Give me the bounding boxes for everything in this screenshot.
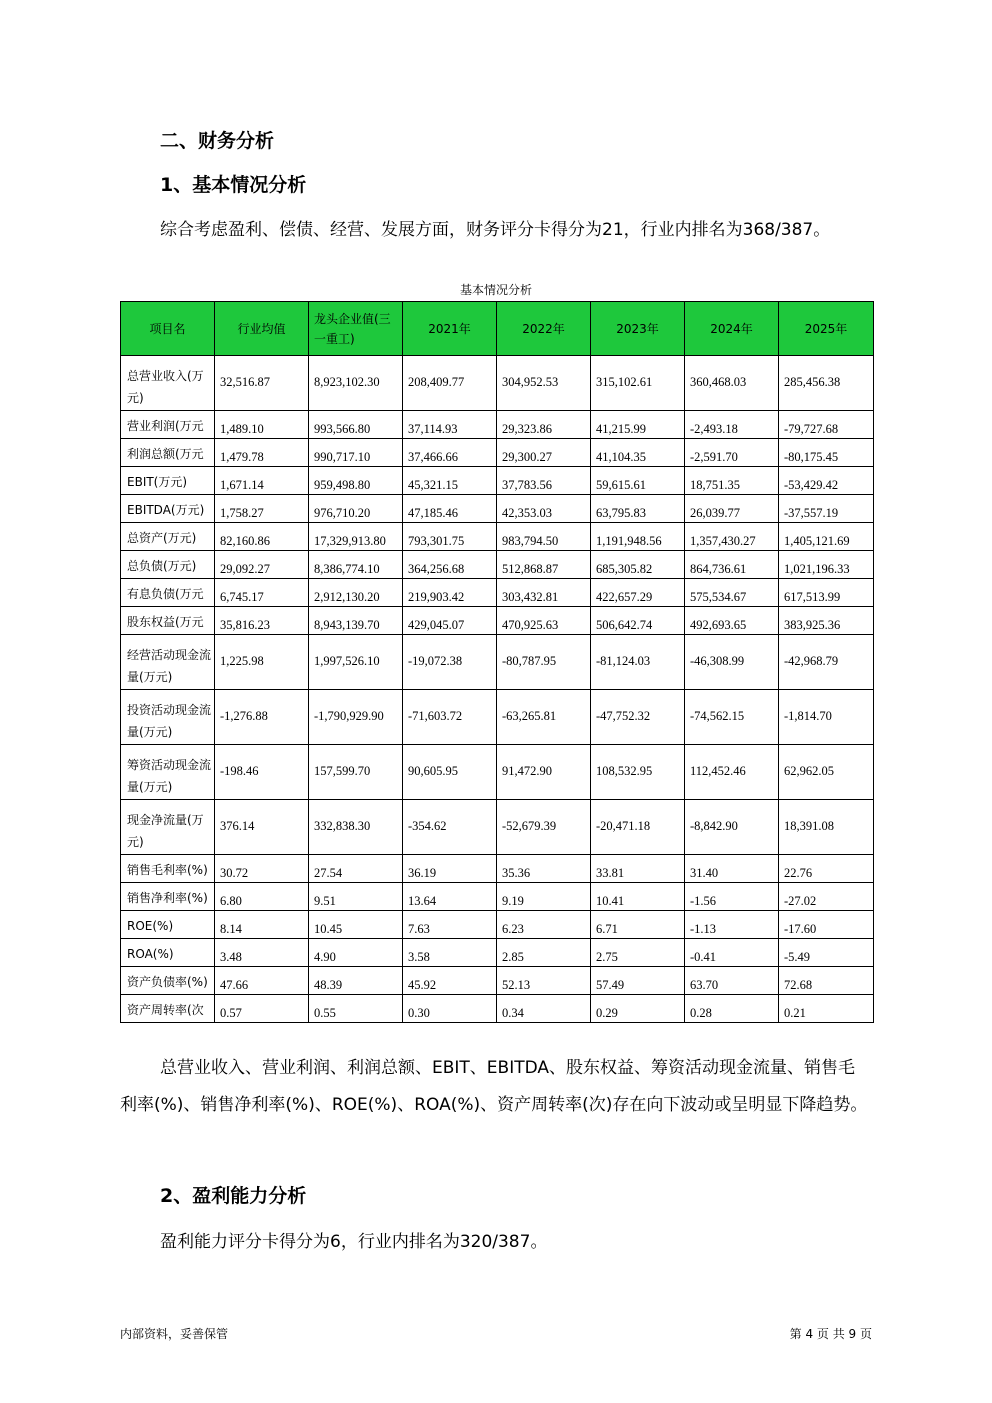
table-cell: 793,301.75: [403, 523, 497, 551]
table-cell: 364,256.68: [403, 551, 497, 579]
table-cell: 2.85: [497, 939, 591, 967]
table-cell: 8,923,102.30: [309, 356, 403, 411]
row-label: 股东权益(万元: [121, 607, 215, 635]
table-cell: 1,225.98: [215, 635, 309, 690]
table-cell: -80,175.45: [779, 439, 874, 467]
profitability-summary-text: 盈利能力评分卡得分为6，行业内排名为320/387。: [160, 1232, 548, 1252]
table-cell: 59,615.61: [591, 467, 685, 495]
table-cell: 990,717.10: [309, 439, 403, 467]
table-cell: 37,114.93: [403, 411, 497, 439]
table-cell: -37,557.19: [779, 495, 874, 523]
table-row: [121, 551, 874, 579]
table-cell: -79,727.68: [779, 411, 874, 439]
table-row: [121, 635, 874, 690]
table-cell: 29,323.86: [497, 411, 591, 439]
table-cell: 31.40: [685, 855, 779, 883]
table-cell: -19,072.38: [403, 635, 497, 690]
table-cell: 1,479.78: [215, 439, 309, 467]
column-header: 行业均值: [215, 302, 309, 356]
table-cell: 32,516.87: [215, 356, 309, 411]
table-cell: 422,657.29: [591, 579, 685, 607]
table-cell: -81,124.03: [591, 635, 685, 690]
section-title: 二、财务分析: [160, 130, 275, 152]
table-cell: 157,599.70: [309, 745, 403, 800]
table-row: [121, 579, 874, 607]
table-cell: -1.56: [685, 883, 779, 911]
row-label: EBIT(万元): [121, 467, 215, 495]
table-cell: 35,816.23: [215, 607, 309, 635]
table-row: [121, 411, 874, 439]
table-cell: 2.75: [591, 939, 685, 967]
table-cell: 6.71: [591, 911, 685, 939]
table-row: [121, 439, 874, 467]
column-header: 2023年: [591, 302, 685, 356]
table-cell: 1,357,430.27: [685, 523, 779, 551]
table-cell: 0.21: [779, 995, 874, 1023]
table-cell: 41,104.35: [591, 439, 685, 467]
column-header: 2021年: [403, 302, 497, 356]
table-cell: 10.45: [309, 911, 403, 939]
table-cell: 1,191,948.56: [591, 523, 685, 551]
table-cell: 41,215.99: [591, 411, 685, 439]
table-cell: -1,276.88: [215, 690, 309, 745]
subsection-title-basic: 1、基本情况分析: [160, 174, 307, 196]
column-header: 2025年: [779, 302, 874, 356]
table-body: [121, 356, 874, 1023]
table-cell: 9.51: [309, 883, 403, 911]
table-cell: -63,265.81: [497, 690, 591, 745]
row-label: 总资产(万元): [121, 523, 215, 551]
table-cell: 48.39: [309, 967, 403, 995]
row-label: 有息负债(万元: [121, 579, 215, 607]
table-cell: 37,466.66: [403, 439, 497, 467]
table-cell: 304,952.53: [497, 356, 591, 411]
table-row: [121, 495, 874, 523]
table-cell: 303,432.81: [497, 579, 591, 607]
table-row: [121, 855, 874, 883]
table-cell: 108,532.95: [591, 745, 685, 800]
table-cell: 29,300.27: [497, 439, 591, 467]
table-row: [121, 690, 874, 745]
row-label: EBITDA(万元): [121, 495, 215, 523]
table-cell: 575,534.67: [685, 579, 779, 607]
table-cell: 22.76: [779, 855, 874, 883]
table-cell: 6.23: [497, 911, 591, 939]
table-cell: 512,868.87: [497, 551, 591, 579]
table-cell: 429,045.07: [403, 607, 497, 635]
table-cell: 33.81: [591, 855, 685, 883]
table-cell: -74,562.15: [685, 690, 779, 745]
table-cell: 10.41: [591, 883, 685, 911]
table-cell: 470,925.63: [497, 607, 591, 635]
table-cell: 17,329,913.80: [309, 523, 403, 551]
table-cell: 90,605.95: [403, 745, 497, 800]
table-cell: 383,925.36: [779, 607, 874, 635]
footer-page-number: 第 4 页 共 9 页: [789, 1327, 872, 1341]
table-cell: -46,308.99: [685, 635, 779, 690]
column-header: 2024年: [685, 302, 779, 356]
table-cell: 617,513.99: [779, 579, 874, 607]
table-row: [121, 883, 874, 911]
table-cell: 45.92: [403, 967, 497, 995]
row-label: 资产周转率(次: [121, 995, 215, 1023]
table-cell: 285,456.38: [779, 356, 874, 411]
table-caption: 基本情况分析: [459, 283, 532, 297]
table-cell: 18,391.08: [779, 800, 874, 855]
row-label: ROE(%): [121, 911, 215, 939]
table-cell: 112,452.46: [685, 745, 779, 800]
table-header-row: [121, 302, 874, 356]
table-cell: 63,795.83: [591, 495, 685, 523]
table-cell: 376.14: [215, 800, 309, 855]
table-cell: 0.55: [309, 995, 403, 1023]
row-label: 总营业收入(万元): [121, 356, 215, 411]
table-cell: 9.19: [497, 883, 591, 911]
table-cell: -2,493.18: [685, 411, 779, 439]
table-cell: 1,671.14: [215, 467, 309, 495]
table-cell: 36.19: [403, 855, 497, 883]
table-row: [121, 995, 874, 1023]
table-cell: 27.54: [309, 855, 403, 883]
row-label: 经营活动现金流量(万元): [121, 635, 215, 690]
table-cell: 6.80: [215, 883, 309, 911]
table-cell: 208,409.77: [403, 356, 497, 411]
table-cell: 63.70: [685, 967, 779, 995]
table-cell: 57.49: [591, 967, 685, 995]
table-cell: 35.36: [497, 855, 591, 883]
table-cell: 332,838.30: [309, 800, 403, 855]
table-cell: -2,591.70: [685, 439, 779, 467]
table-cell: 1,489.10: [215, 411, 309, 439]
table-row: [121, 356, 874, 411]
row-label: 销售净利率(%): [121, 883, 215, 911]
table-row: [121, 745, 874, 800]
table-cell: -52,679.39: [497, 800, 591, 855]
table-cell: -53,429.42: [779, 467, 874, 495]
table-cell: 492,693.65: [685, 607, 779, 635]
trend-summary-text: 总营业收入、营业利润、利润总额、EBIT、EBITDA、股东权益、筹资活动现金流量、销售毛利率(%)、销售净利率(%)、ROE(%)、ROA(%)、资产周转率(次)存在向下波动或呈明显下降趋势。: [120, 1058, 868, 1115]
table-cell: 42,353.03: [497, 495, 591, 523]
row-label: 投资活动现金流量(万元): [121, 690, 215, 745]
table-cell: -354.62: [403, 800, 497, 855]
table-cell: -42,968.79: [779, 635, 874, 690]
table-cell: -5.49: [779, 939, 874, 967]
table-row: [121, 939, 874, 967]
table-cell: 1,758.27: [215, 495, 309, 523]
financial-table: [120, 301, 874, 1023]
table-row: [121, 467, 874, 495]
column-header: 项目名: [121, 302, 215, 356]
table-cell: 52.13: [497, 967, 591, 995]
table-cell: 1,021,196.33: [779, 551, 874, 579]
table-cell: 8,386,774.10: [309, 551, 403, 579]
table-cell: -198.46: [215, 745, 309, 800]
row-label: 总负债(万元): [121, 551, 215, 579]
table-cell: -8,842.90: [685, 800, 779, 855]
table-cell: 29,092.27: [215, 551, 309, 579]
table-cell: -71,603.72: [403, 690, 497, 745]
table-cell: 685,305.82: [591, 551, 685, 579]
table-cell: 0.29: [591, 995, 685, 1023]
table-cell: 0.34: [497, 995, 591, 1023]
table-cell: 47.66: [215, 967, 309, 995]
table-cell: 0.28: [685, 995, 779, 1023]
row-label: 资产负债率(%): [121, 967, 215, 995]
table-row: [121, 523, 874, 551]
table-row: [121, 911, 874, 939]
table-cell: -1.13: [685, 911, 779, 939]
table-cell: 18,751.35: [685, 467, 779, 495]
table-cell: 26,039.77: [685, 495, 779, 523]
table-row: [121, 967, 874, 995]
table-cell: 7.63: [403, 911, 497, 939]
table-cell: -20,471.18: [591, 800, 685, 855]
table-cell: 976,710.20: [309, 495, 403, 523]
table-cell: 91,472.90: [497, 745, 591, 800]
table-cell: 3.58: [403, 939, 497, 967]
table-cell: 360,468.03: [685, 356, 779, 411]
table-cell: -1,790,929.90: [309, 690, 403, 745]
table-cell: 30.72: [215, 855, 309, 883]
table-row: [121, 607, 874, 635]
row-label: ROA(%): [121, 939, 215, 967]
row-label: 现金净流量(万元): [121, 800, 215, 855]
table-cell: 993,566.80: [309, 411, 403, 439]
table-cell: 45,321.15: [403, 467, 497, 495]
table-cell: -1,814.70: [779, 690, 874, 745]
table-cell: 3.48: [215, 939, 309, 967]
table-cell: 72.68: [779, 967, 874, 995]
table-cell: 37,783.56: [497, 467, 591, 495]
table-cell: 983,794.50: [497, 523, 591, 551]
table-cell: 315,102.61: [591, 356, 685, 411]
table-row: [121, 800, 874, 855]
table-cell: 0.30: [403, 995, 497, 1023]
table-cell: 6,745.17: [215, 579, 309, 607]
table-cell: -47,752.32: [591, 690, 685, 745]
table-cell: 1,405,121.69: [779, 523, 874, 551]
table-cell: 1,997,526.10: [309, 635, 403, 690]
row-label: 筹资活动现金流量(万元): [121, 745, 215, 800]
table-cell: -27.02: [779, 883, 874, 911]
table-cell: 4.90: [309, 939, 403, 967]
row-label: 销售毛利率(%): [121, 855, 215, 883]
table-cell: 8,943,139.70: [309, 607, 403, 635]
table-cell: -17.60: [779, 911, 874, 939]
table-cell: 8.14: [215, 911, 309, 939]
table-cell: 0.57: [215, 995, 309, 1023]
footer-confidential: 内部资料，妥善保管: [120, 1327, 229, 1341]
table-cell: 864,736.61: [685, 551, 779, 579]
basic-summary-text: 综合考虑盈利、偿债、经营、发展方面，财务评分卡得分为21，行业内排名为368/387。: [160, 220, 831, 240]
table-cell: 219,903.42: [403, 579, 497, 607]
table-cell: 13.64: [403, 883, 497, 911]
row-label: 利润总额(万元: [121, 439, 215, 467]
column-header: 2022年: [497, 302, 591, 356]
row-label: 营业利润(万元: [121, 411, 215, 439]
column-header: 龙头企业值(三一重工): [309, 302, 403, 356]
table-cell: 62,962.05: [779, 745, 874, 800]
table-cell: 2,912,130.20: [309, 579, 403, 607]
table-cell: 82,160.86: [215, 523, 309, 551]
table-cell: -0.41: [685, 939, 779, 967]
table-cell: 47,185.46: [403, 495, 497, 523]
subsection-title-profitability: 2、盈利能力分析: [160, 1185, 307, 1207]
table-cell: 506,642.74: [591, 607, 685, 635]
table-cell: -80,787.95: [497, 635, 591, 690]
table-cell: 959,498.80: [309, 467, 403, 495]
